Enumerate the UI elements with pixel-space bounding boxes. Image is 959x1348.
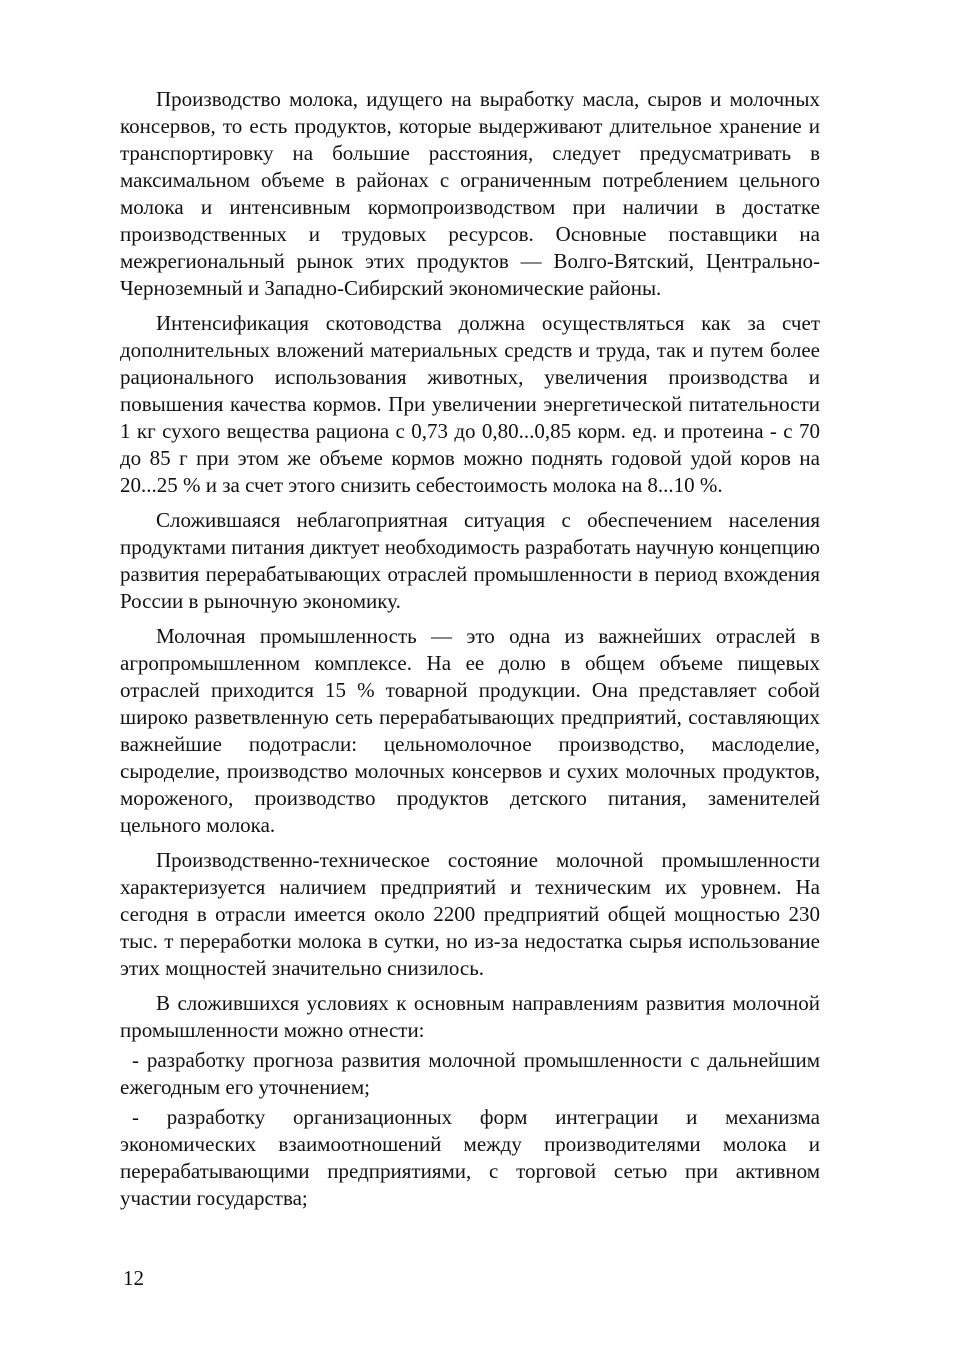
paragraph-5: Производственно-техническое состояние молочной промышленности характеризуется наличием предприятий и техническим их уровнем. На сегодня в отрасли имеется около 2200 предприятий общей мощностью 230 тыс. т переработки молока в сутки, но из-за недостатка сырья использование этих мощностей значительно снизилось. [120, 848, 820, 980]
paragraph-3: Сложившаяся неблагоприятная ситуация с обеспечением населения продуктами питания диктует необходимость разработать научную концепцию развития перерабатывающих отраслей промышленности в период вхождения России в рыночную экономику. [120, 508, 820, 613]
list-item-2: - разработку организационных форм интеграции и механизма экономических взаимоотношений между производителями молока и перерабатывающими предприятиями, с торговой сетью при активном участии государства; [120, 1105, 820, 1210]
paragraph-2: Интенсификация скотоводства должна осуществляться как за счет дополнительных вложений материальных средств и труда, так и путем более рационального использования животных, увеличения производства и повышения качества кормов. При увеличении энергетической питательности 1 кг сухого вещества рациона с 0,73 до 0,80...0,85 корм. ед. и протеина - с 70 до 85 г при этом же объеме кормов можно поднять годовой удой коров на 20...25 % и за счет этого снизить себестоимость молока на 8...10 %. [120, 311, 820, 497]
page-number: 12 [123, 1266, 144, 1290]
paragraph-4: Молочная промышленность — это одна из важнейших отраслей в агропромышленном комплексе. На ее долю в общем объеме пищевых отраслей приходится 15 % товарной продукции. Она представляет собой широко разветвленную сеть перерабатывающих предприятий, составляющих важнейшие подотрасли: цельномолочное производство, маслоделие, сыроделие, производство молочных консервов и сухих молочных продуктов, мороженого, производство продуктов детского питания, заменителей цельного молока. [120, 624, 820, 837]
list-item-1: - разработку прогноза развития молочной промышленности с дальнейшим ежегодным его уточнением; [120, 1048, 820, 1099]
paragraph-6: В сложившихся условиях к основным направлениям развития молочной промышленности можно отнести: [120, 991, 820, 1042]
paragraph-1: Производство молока, идущего на выработку масла, сыров и молочных консервов, то есть продуктов, которые выдерживают длительное хранение и транспортировку на большие расстояния, следует предусматривать в максимальном объеме в районах с ограниченным потреблением цельного молока и интенсивным кормопроизводством при наличии в достатке производственных и трудовых ресурсов. Основные поставщики на межрегиональный рынок этих продуктов — Волго-Вятский, Центрально-Черноземный и Западно-Сибирский экономические районы. [120, 87, 820, 300]
page-body [120, 86, 820, 1215]
